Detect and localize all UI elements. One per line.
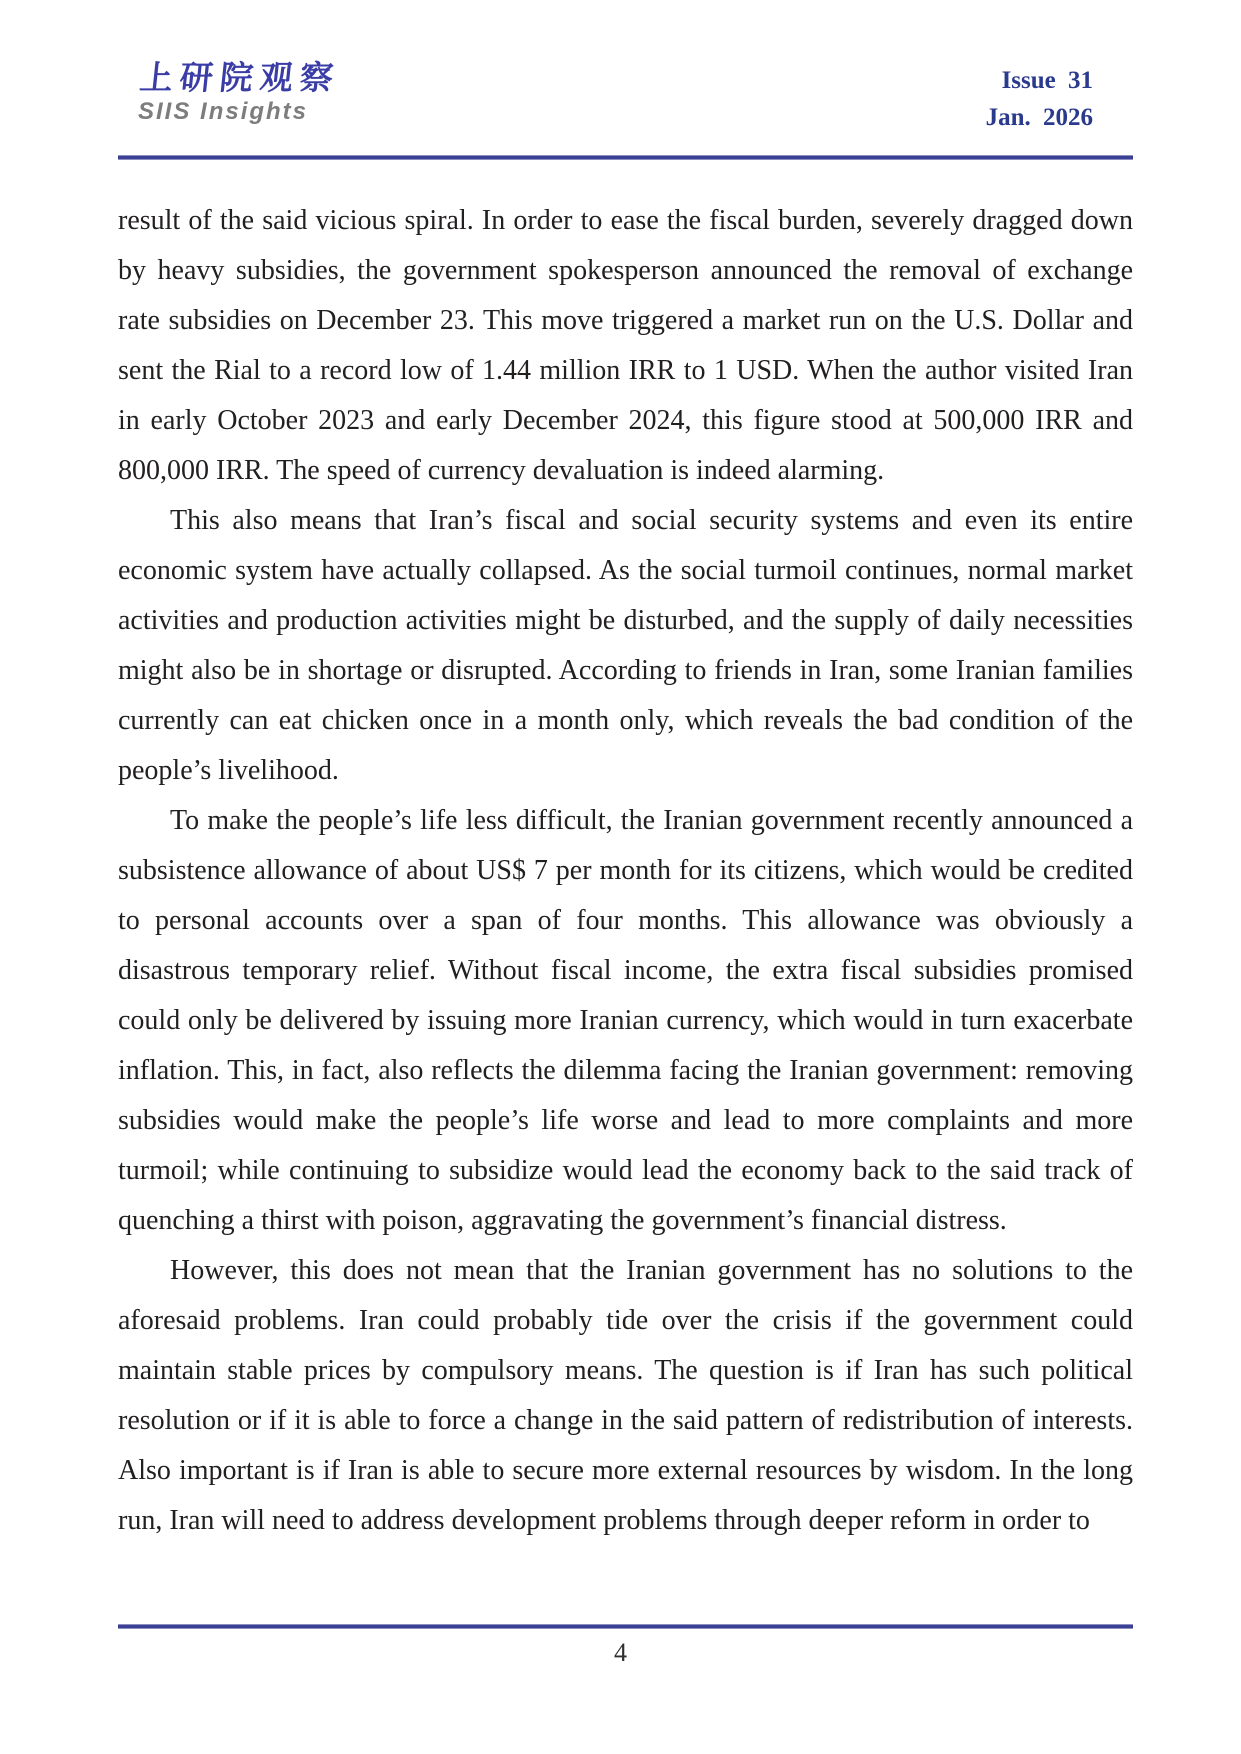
paragraph: However, this does not mean that the Iranian government has no solutions to the aforesaid problems. Iran could probably tide over the crisis if the government could maintain stable prices by compulsory means. The question is if Iran has such political resolution or if it is able to force a change in the said pattern of redistribution of interests. Also important is if Iran is able to secure more external resources by wisdom. In the long run, Iran will need to address development problems through deeper reform in order to: [118, 1255, 1133, 1536]
article-body: [118, 196, 1133, 1546]
issue-number: Issue 31: [1001, 67, 1093, 94]
issue-date: Jan. 2026: [985, 104, 1093, 131]
page-number: 4: [614, 1638, 627, 1667]
paragraph: This also means that Iran’s fiscal and social security systems and even its entire economic system have actually collapsed. As the social turmoil continues, normal market activities and production activities might be disturbed, and the supply of daily necessities might also be in shortage or disrupted. According to friends in Iran, some Iranian families currently can eat chicken once in a month only, which reveals the bad condition of the people’s livelihood.: [118, 505, 1133, 786]
footer-divider: [118, 1624, 1133, 1629]
paragraph: result of the said vicious spiral. In order to ease the fiscal burden, severely dragged down by heavy subsidies, the government spokesperson announced the removal of exchange rate subsidies on December 23. This move triggered a market run on the U.S. Dollar and sent the Rial to a record low of 1.44 million IRR to 1 USD. When the author visited Iran in early October 2023 and early December 2024, this figure stood at 500,000 IRR and 800,000 IRR. The speed of currency devaluation is indeed alarming.: [118, 205, 1133, 486]
siis-logo: [137, 58, 342, 126]
logo-chinese-text: 上研院观察: [137, 58, 342, 97]
paragraph: To make the people’s life less difficult, the Iranian government recently announced a subsistence allowance of about US$ 7 per month for its citizens, which would be credited to personal accounts over a span of four months. This allowance was obviously a disastrous temporary relief. Without fiscal income, the extra fiscal subsidies promised could only be delivered by issuing more Iranian currency, which would in turn exacerbate inflation. This, in fact, also reflects the dilemma facing the Iranian government: removing subsidies would make the people’s life worse and lead to more complaints and more turmoil; while continuing to subsidize would lead the economy back to the said track of quenching a thirst with poison, aggravating the government’s financial distress.: [118, 805, 1133, 1236]
logo-english-text: SIIS Insights: [138, 98, 309, 125]
issue-info: [986, 62, 1093, 136]
header-divider: [118, 155, 1133, 160]
